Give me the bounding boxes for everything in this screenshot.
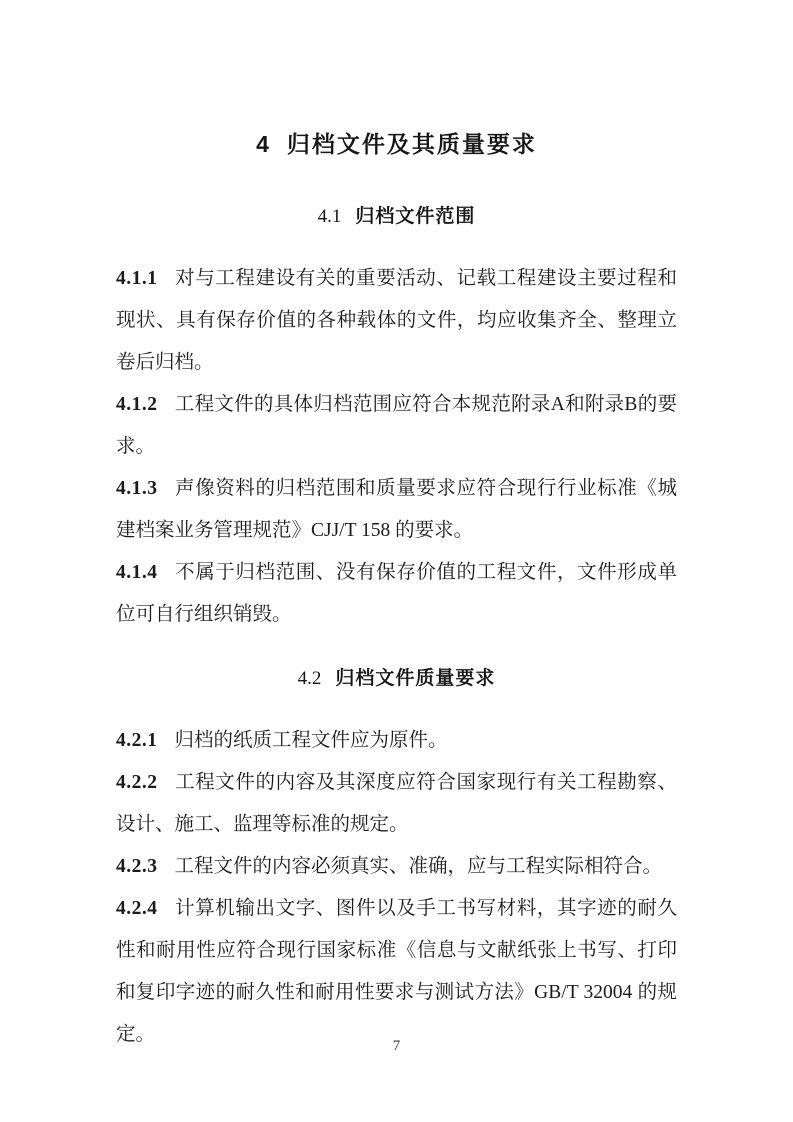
clause-paragraph (116, 552, 677, 636)
clause-text: 声像资料的归档范围和质量要求应符合现行行业标准《城建档案业务管理规范》CJJ/T 158 的要求。 (116, 478, 677, 541)
section-heading-4-1 (116, 204, 677, 230)
clause-text: 工程文件的内容必须真实、准确，应与工程实际相符合。 (174, 856, 663, 877)
page-number: 7 (392, 1038, 401, 1054)
clause-text: 工程文件的具体归档范围应符合本规范附录A和附录B的要求。 (116, 394, 677, 457)
section-4-1-clauses (116, 258, 677, 636)
section-title: 归档文件范围 (355, 206, 476, 227)
clause-paragraph (116, 384, 677, 468)
clause-number: 4.1.3 (116, 478, 158, 499)
chapter-number: 4 (256, 131, 269, 157)
clause-paragraph (116, 258, 677, 384)
clause-number: 4.1.4 (116, 562, 158, 583)
clause-text: 对与工程建设有关的重要活动、记载工程建设主要过程和现状、具有保存价值的各种载体的文件，均应收集齐全、整理立卷后归档。 (116, 268, 677, 373)
clause-paragraph (116, 468, 677, 552)
clause-text: 不属于归档范围、没有保存价值的工程文件，文件形成单位可自行组织销毁。 (116, 562, 677, 625)
clause-paragraph (116, 888, 677, 1056)
clause-text: 工程文件的内容及其深度应符合国家现行有关工程勘察、设计、施工、监理等标准的规定。 (116, 772, 677, 835)
clause-number: 4.2.2 (116, 772, 158, 793)
clause-text: 计算机输出文字、图件以及手工书写材料，其字迹的耐久性和耐用性应符合现行国家标准《信息与文献纸张上书写、打印和复印字迹的耐久性和耐用性要求与测试方法》GB/T 32004 的规定。 (116, 898, 677, 1045)
clause-number: 4.1.1 (116, 268, 158, 289)
clause-number: 4.2.1 (116, 730, 158, 751)
chapter-heading (116, 128, 677, 160)
section-number: 4.1 (317, 206, 342, 227)
clause-number: 4.2.4 (116, 898, 158, 919)
clause-paragraph (116, 846, 677, 888)
section-number: 4.2 (297, 668, 322, 689)
clause-number: 4.1.2 (116, 394, 158, 415)
section-4-2-clauses (116, 720, 677, 1056)
section-title: 归档文件质量要求 (335, 668, 496, 689)
chapter-title: 归档文件及其质量要求 (286, 131, 537, 157)
clause-paragraph (116, 720, 677, 762)
clause-number: 4.2.3 (116, 856, 158, 877)
clause-paragraph (116, 762, 677, 846)
clause-text: 归档的纸质工程文件应为原件。 (174, 730, 448, 751)
section-heading-4-2 (116, 666, 677, 692)
